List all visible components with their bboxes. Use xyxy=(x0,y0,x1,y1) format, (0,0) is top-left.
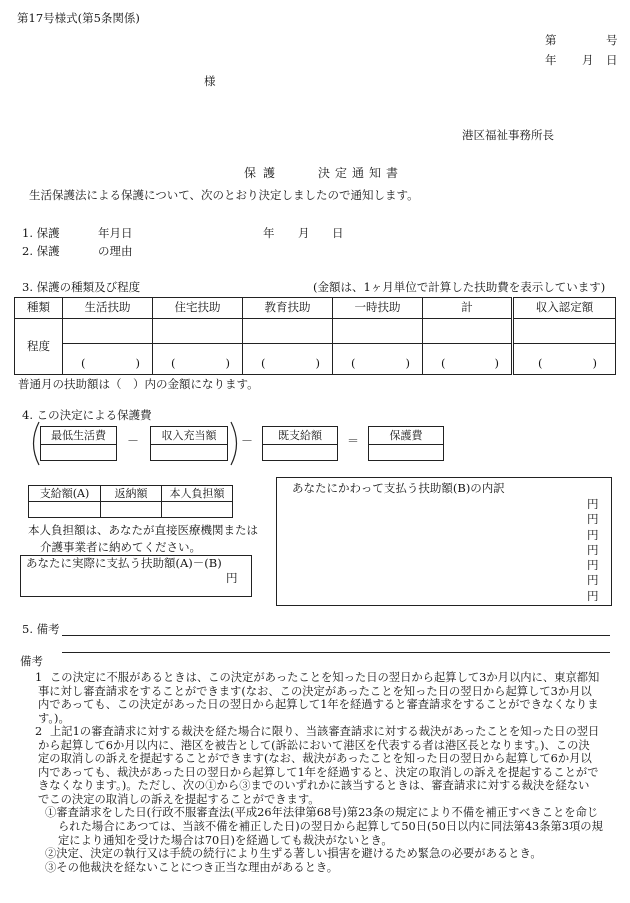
remark-sub-item-line: られた場合にあつては、当該不備を補正した日)の翌日から起算して50日(50日以内に同法第43条第3項の規 xyxy=(58,820,603,834)
title-word-protection: 保護 xyxy=(244,166,283,180)
remarks-heading: 備考 xyxy=(20,654,43,668)
remark-note-text: この決定に不服があるときは、この決定があったことを知った日の翌日から起算して3か月以内に、東京都知 xyxy=(50,671,600,684)
remarks-line xyxy=(62,652,610,653)
living-assistance-regular xyxy=(63,344,153,375)
section1-date-year: 年 xyxy=(263,226,275,240)
header-education-assistance: 教育扶助 xyxy=(243,298,333,319)
left-bracket-stroke xyxy=(34,422,40,465)
header-payment-a: 支給額(A) xyxy=(29,486,101,502)
remark-note-line: でこの決定の取消しの訴えを提起することができます。 xyxy=(38,792,320,806)
header-refund: 返納額 xyxy=(101,486,162,502)
already-paid-box xyxy=(262,426,338,461)
section4-label: 4. この決定による保護費 xyxy=(22,408,152,422)
payment-table xyxy=(28,485,233,518)
recipient-honorific: 様 xyxy=(204,74,216,88)
yen-unit: 円 xyxy=(587,573,599,588)
form-number: 第17号様式(第5条関係) xyxy=(17,11,140,25)
minus-sign: － xyxy=(241,434,254,448)
protection-cost-box xyxy=(368,426,444,461)
paren-pair xyxy=(63,355,152,375)
temporary-assistance-amount xyxy=(333,319,423,344)
assistance-table-amount-row xyxy=(15,319,616,344)
right-bracket-stroke xyxy=(231,422,237,465)
payment-table-value-row xyxy=(29,502,233,518)
already-paid-value xyxy=(263,445,337,461)
minus-sign: － xyxy=(127,434,140,448)
income-allocation-label: 収入充当額 xyxy=(151,427,227,445)
assistance-table xyxy=(14,297,616,375)
paren-close: ) xyxy=(405,355,410,370)
total-regular xyxy=(423,344,513,375)
remark-note-line xyxy=(0,671,630,685)
header-total: 計 xyxy=(423,298,513,319)
yen-unit: 円 xyxy=(587,588,599,603)
remark-note-line: きなくなります。)。ただし、次の①から③までのいずれかに該当するときは、審査請求に対する裁決を経ない xyxy=(38,779,590,793)
actual-payment-unit: 円 xyxy=(226,571,238,585)
paren-open: ( xyxy=(81,355,86,370)
remark-note-line: 内であっても、裁決があった日の翌日から起算して1年を経過すると、決定の取消しの訴えを提起することがで xyxy=(38,765,599,779)
payment-table-header-row xyxy=(29,486,233,502)
proxy-payment-box xyxy=(276,477,612,606)
min-living-cost-label: 最低生活費 xyxy=(41,427,116,445)
section3-label: 3. 保護の種類及び程度 xyxy=(22,280,141,294)
issue-date-month: 月 xyxy=(582,53,594,67)
income-recognized-regular xyxy=(513,344,616,375)
row-label-degree: 程度 xyxy=(15,319,63,375)
education-assistance-amount xyxy=(243,319,333,344)
remark-sub-item-line: ②決定、決定の執行又は手続の続行により生ずる著しい損害を避けるため緊急の必要があるとき。 xyxy=(45,847,542,861)
paren-pair xyxy=(243,355,332,375)
paren-open: ( xyxy=(261,355,266,370)
header-income-recognized: 収入認定額 xyxy=(513,298,616,319)
section1-date-day: 日 xyxy=(332,226,344,240)
paren-close: ) xyxy=(225,355,230,370)
header-self-pay: 本人負担額 xyxy=(162,486,233,502)
self-pay-value xyxy=(162,502,233,518)
section1-field: 年月日 xyxy=(98,226,133,240)
paren-pair xyxy=(423,355,511,375)
already-paid-label: 既支給額 xyxy=(263,427,337,445)
paren-close: ) xyxy=(315,355,320,370)
paren-pair xyxy=(333,355,422,375)
assistance-table-header-row xyxy=(15,298,616,319)
remark-sub-item-line: ③その他裁決を経ないことにつき正当な理由があるとき。 xyxy=(45,860,339,874)
remarks-line xyxy=(62,635,610,636)
assistance-table-regular-month-row xyxy=(15,344,616,375)
left-bracket xyxy=(27,421,41,466)
income-allocation-box xyxy=(150,426,228,461)
paren-close: ) xyxy=(592,355,597,370)
remark-note-line: す。)。 xyxy=(38,711,70,725)
remark-note-line: 内であっても、この決定があった日の翌日から起算して1年を経過すると審査請求をすることができなくなりま xyxy=(38,698,599,712)
remark-sub-item-line: ①審査請求をした日(行政不服審査法(平成26年法律第68号)第23条の規定により不備を補正すべきことを命じ xyxy=(45,806,599,820)
remark-note-line: から起算して6か月以内に、港区を被告として(訴訟において港区を代表する者は港区長となります。)、この決 xyxy=(38,738,590,752)
protection-cost-label: 保護費 xyxy=(369,427,443,445)
housing-assistance-regular xyxy=(153,344,243,375)
title-word-decision-notice: 決定通知書 xyxy=(318,166,404,180)
header-living-assistance: 生活扶助 xyxy=(63,298,153,319)
yen-unit: 円 xyxy=(587,558,599,573)
paren-pair xyxy=(153,355,242,375)
actual-payment-label: あなたに実際に支払う扶助額(A)－(B) xyxy=(26,556,222,570)
remark-note-marker: 1 xyxy=(35,671,43,684)
temporary-assistance-regular xyxy=(333,344,423,375)
living-assistance-amount xyxy=(63,319,153,344)
income-recognized-amount xyxy=(513,319,616,344)
min-living-cost-box xyxy=(40,426,117,461)
issuer-name: 港区福祉事務所長 xyxy=(462,128,554,142)
regular-month-footnote: 普通月の扶助額は（ ）内の金額になります。 xyxy=(18,377,259,391)
paren-close: ) xyxy=(135,355,140,370)
refund-value xyxy=(101,502,162,518)
remarks-body xyxy=(0,671,630,874)
header-type: 種類 xyxy=(15,298,63,319)
self-pay-note-line: 本人負担額は、あなたが直接医療機関または xyxy=(28,523,258,537)
section1-date-month: 月 xyxy=(298,226,310,240)
min-living-cost-value xyxy=(41,445,116,461)
proxy-payment-units xyxy=(587,497,599,604)
yen-unit: 円 xyxy=(587,527,599,542)
yen-unit: 円 xyxy=(587,542,599,557)
remark-note-text: 上記1の審査請求に対する裁決を経た場合に限り、当該審査請求に対する裁決があったことを知った日の翌日 xyxy=(50,725,600,739)
notice-number-suffix: 号 xyxy=(606,33,618,47)
paren-open: ( xyxy=(441,355,446,370)
paren-pair xyxy=(514,355,615,375)
remark-note-line xyxy=(0,725,630,739)
issue-date-year: 年 xyxy=(545,53,557,67)
header-temporary-assistance: 一時扶助 xyxy=(333,298,423,319)
remark-note-line: 定の取消しの訴えを提起することができます(なお、裁決があったことを知った日の翌日から起算して6か月以 xyxy=(38,752,592,766)
paren-close: ) xyxy=(494,355,499,370)
remark-note-line: 事に対し審査請求をすることができます(なお、この決定があったことを知った日の翌日から起算して3か月以 xyxy=(38,684,592,698)
paren-open: ( xyxy=(351,355,356,370)
remark-note-marker: 2 xyxy=(35,725,43,739)
paren-open: ( xyxy=(171,355,176,370)
remark-sub-item-line: 定により通知を受けた場合は70日)を経過しても裁決がないとき。 xyxy=(58,833,393,847)
actual-payment-box xyxy=(20,555,252,597)
section2-label: 2. 保護 xyxy=(22,244,60,258)
proxy-payment-label: あなたにかわって支払う扶助額(B)の内訳 xyxy=(292,481,505,495)
self-pay-note-line: 介護事業者に納めてください。 xyxy=(40,540,201,554)
issue-date-day: 日 xyxy=(606,53,618,67)
notice-number-prefix: 第 xyxy=(545,33,557,47)
header-housing-assistance: 住宅扶助 xyxy=(153,298,243,319)
total-amount xyxy=(423,319,513,344)
section3-note: (金額は、1ヶ月単位で計算した扶助費を表示しています) xyxy=(313,280,606,294)
education-assistance-regular xyxy=(243,344,333,375)
housing-assistance-amount xyxy=(153,319,243,344)
section1-label: 1. 保護 xyxy=(22,226,60,240)
section2-field: の理由 xyxy=(98,244,133,258)
yen-unit: 円 xyxy=(587,512,599,527)
intro-text: 生活保護法による保護について、次のとおり決定しましたので通知します。 xyxy=(29,188,419,202)
section5-label: 5. 備考 xyxy=(22,622,60,636)
income-allocation-value xyxy=(151,445,227,461)
equals-sign: ＝ xyxy=(347,434,360,448)
protection-cost-value xyxy=(369,445,443,461)
paren-open: ( xyxy=(538,355,543,370)
yen-unit: 円 xyxy=(587,497,599,511)
payment-a-value xyxy=(29,502,101,518)
